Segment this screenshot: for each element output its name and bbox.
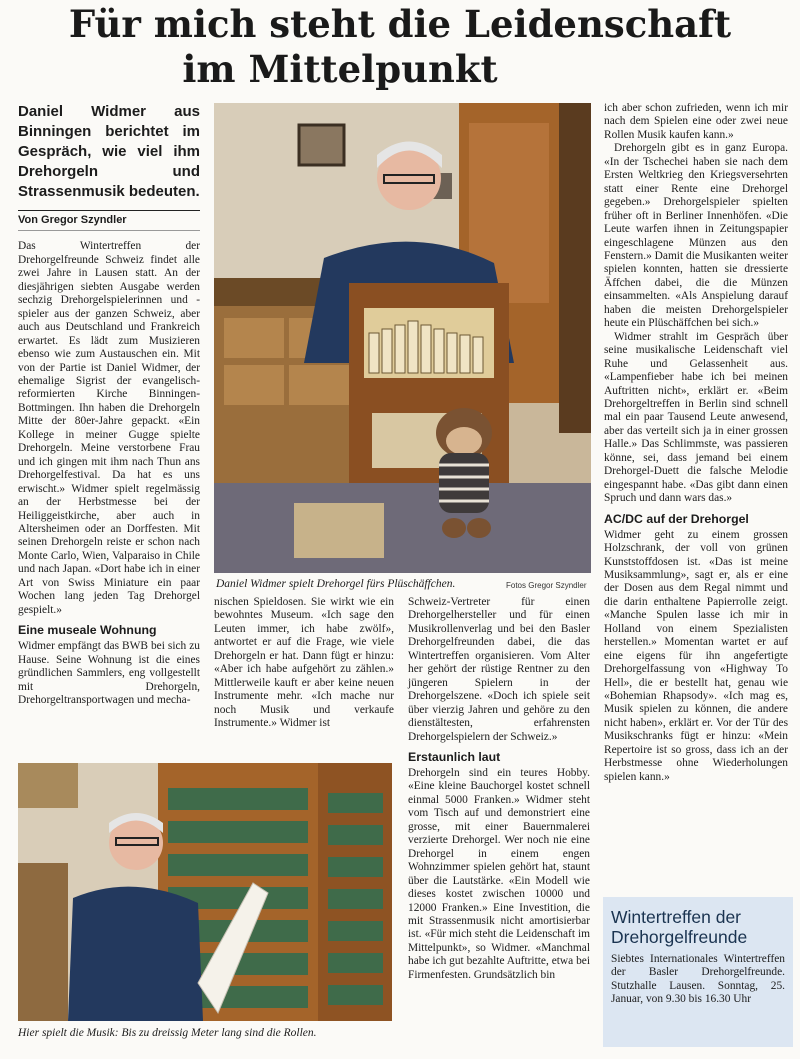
photo-musiksammlung <box>18 763 392 1021</box>
headline-line-1: Für mich steht die Leidenschaft <box>68 2 732 46</box>
paragraph: Das Wintertreffen der Drehorgelfreunde Schweiz findet alle zwei Jahre in Lausen statt. An der diesjährigen siebten Ausgabe werden sechzig Drehorgelspielerinnen und -spieler aus der ganzen Schweiz, aber auch aus Deutschland und Frankreich erwartet. Es lädt zum Musizieren ebenso wie zum Austauschen ein. Mit von der Partie ist Daniel Widmer, der ehemalige Sigrist der evangelisch-reformierten Kirche Binningen-Bottmingen. Ihn haben die Drehorgeln Mitte der 80er-Jahre gepackt. «Ein Kollege in meiner Gugge spielte Drehorgeln. Meine verstorbene Frau und ich gingen mit ihm nach Thun ans Drehorgelfestival. Da hat es uns erwischt.» Widmer spielt regelmässig an der Herbstmesse bei der Heiliggeistkirche, aber auch in Altersheimen oder an Dorffesten. Mit seinen Drehorgeln reiste er schon nach Monte Carlo, Wien, Valparaiso in Chile und nach Japan. «Dort habe ich in einer Art von Swiss Miniature ein paar Wochen lang jeden Tag Drehorgel gespielt.» <box>18 240 200 616</box>
infobox-text: Siebtes Internationales Wintertreffen der Basler Drehorgelfreunde. Stutzhalle Lausen. Sonntag, 25. Januar, von 9.30 bis 16.30 Uhr <box>611 953 785 1006</box>
paragraph: Widmer strahlt im Gespräch über seine musikalische Leidenschaft viel Ruhe und Gelassenheit aus. «Lampenfieber habe ich bei meinen Auftritten nicht», erklärt er. «Beim Drehorgeltreffen in Berlin sind schnell mal ein paar Tausend Leute anwesend, aber das verteilt sich ja in einer grossen Halle.» Das Schlimmste, was passieren könne, sei, dass jemand bei einem Drehorgel-Duett die falsche Melodie eingespannt habe. «Das gibt dann einen Spruch und dann wars das.» <box>604 330 788 505</box>
byline: Von Gregor Szyndler <box>18 210 200 231</box>
headline <box>0 2 800 92</box>
paragraph: Drehorgeln gibt es in ganz Europa. «In der Tschechei haben sie nach dem Ersten Weltkrieg den Kriegsversehrten statt einer Rente eine Drehorgel gegeben.» Drehorgelspieler spielten früher oft in Berliner Innenhöfen. «Die Leute warfen ihnen in Zeitungspapier eingeschlagene Münzen aus den Fenstern.» Damit die Musikanten weiter spielen konnten, hatten sie dressierte Äffchen dabei, die die Münzen einsammelten. «Als Anspielung darauf haben die meisten Drehorgelspieler heute ein Plüschäffchen bei sich.» <box>604 142 788 330</box>
subhead-acdc: AC/DC auf der Drehorgel <box>604 511 749 526</box>
paragraph: Drehorgeln sind ein teures Hobby. «Eine kleine Bauchorgel kostet schnell einmal 5000 Franken.» Widmer steht vom Tisch auf und demonstriert eine grosse, mit einer Bauernmalerei verzierte Drehorgel. Wer noch nie eine Drehorgel in einem engen Wohnzimmer spielen gehört hat, staunt über die Lautstärke. «Ein Modell wie dieses kostet zwischen 10000 und 12000 Franken.» Eine Investition, die mit Strassenmusik nicht amortisierbar ist. «Für mich steht die Leidenschaft im Mittelpunkt», so Widmer. «Manchmal habe ich gut bezahlte Auftritte, etwa bei Firmenfesten. Grundsätzlich bin <box>408 766 590 981</box>
subhead-erstaunlich-laut: Erstaunlich laut <box>408 749 501 764</box>
lead-text: Daniel Widmer aus Binningen berichtet im Gespräch, wie viel ihm Drehorgeln und Strassenmusik bedeuten. <box>18 103 200 200</box>
paragraph: Schweiz-Vertreter für einen Drehorgelhersteller und für einen Musikrollenverlag und bei den Basler Drehorgelfreunden dabei, die das Wintertreffen organisieren. Vom Alter her gehört der rüstige Rentner zu den jüngeren Spielern in der Drehorgelszene. «Doch ich spiele seit über vierzig Jahren und gehöre zu den dienstältesten, erfahrensten Drehorgelspielern der Schweiz.» <box>408 596 590 743</box>
subhead-museale-wohnung: Eine museale Wohnung <box>18 623 157 638</box>
column-4 <box>604 102 788 784</box>
paragraph: ich aber schon zufrieden, wenn ich mir nach dem Spielen eine oder zwei neue Rollen Musik kaufen kann.» <box>604 102 788 141</box>
column-1 <box>18 102 200 707</box>
photo-credit: Fotos Gregor Szyndler <box>506 581 587 590</box>
headline-line-2: im Mittelpunkt <box>182 47 498 91</box>
column-2 <box>214 596 394 731</box>
photo-top-caption: Daniel Widmer spielt Drehorgel fürs Plüschäffchen. <box>216 578 456 590</box>
infobox-wintertreffen <box>603 897 793 1047</box>
photo-drehorgel-plueschaeffchen <box>214 103 591 573</box>
paragraph: nischen Spieldosen. Sie wirkt wie ein bewohntes Museum. «Ich sage den Leuten immer, ich habe zwölf», antwortet er auf die Frage, wie viele Drehorgeln er hat. Dann fügt er hinzu: «Aber ich habe aufgehört zu zählen.» Mittlerweile kauft er aber keine neuen Instrumente mehr. «Ich mache nur noch Musik und verkaufe Instrumente.» Widmer ist <box>214 596 394 730</box>
photo-illustration <box>18 763 392 1021</box>
photo-illustration <box>214 103 591 573</box>
column-3 <box>408 596 590 982</box>
infobox-title: Wintertreffen der Drehorgelfreunde <box>611 907 748 947</box>
paragraph: Widmer geht zu einem grossen Holzschrank, der voll von grünen Kunststoffdosen ist. «Das ist meine Musiksammlung», sagt er, als er eine der Dosen aus dem Regal nimmt und die darin enthaltene Papierrolle zeigt. «Manche Spulen lasse ich mir in Holland von einem Spezialisten herstellen.» Momentan wartet er auf eine eigens für ihn angefertigte Drehorgelfassung von «Highway To Hell», die er bestellt hat, genau wie «Bohemian Rhapsody». «Ich mag es, Musik spielen zu können, die andere nicht haben», erklärt er. Vor der Tür des Musikschranks fügt er hinzu: «Mein Repertoire ist so gross, dass ich an der Herbstmesse ohne Wiederholungen spielen kann.» <box>604 528 788 783</box>
paragraph: Widmer empfängt das BWB bei sich zu Hause. Seine Wohnung ist die eines gründlichen Sammlers, eng vollgestellt mit Drehorgeln, Drehorgeltransportwagen und mecha- <box>18 640 200 706</box>
photo-bottom-caption: Hier spielt die Musik: Bis zu dreissig Meter lang sind die Rollen. <box>18 1027 317 1039</box>
